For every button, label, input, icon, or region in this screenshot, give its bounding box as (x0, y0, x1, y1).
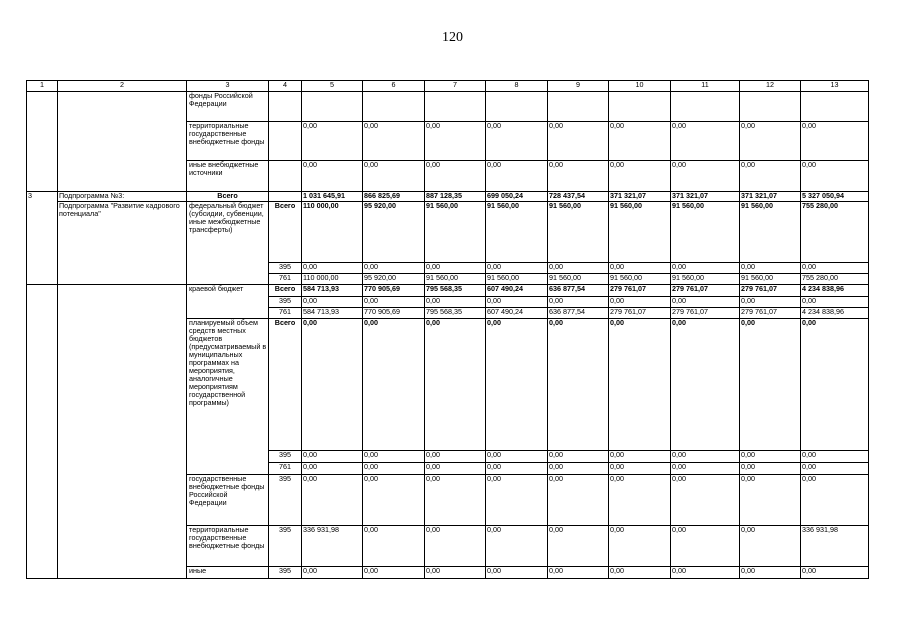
value-cell: 371 321,07 (671, 192, 740, 202)
value-cell: 0,00 (486, 567, 548, 579)
column-header: 5 (302, 81, 363, 92)
value-cell: 279 761,07 (671, 308, 740, 319)
value-cell: 0,00 (801, 263, 869, 274)
value-cell: 336 931,98 (801, 526, 869, 567)
value-cell: 0,00 (363, 463, 425, 475)
page-number: 120 (442, 30, 463, 45)
value-cell: 0,00 (740, 475, 801, 526)
row-number-cell: 3 (27, 192, 58, 285)
value-cell: 0,00 (486, 463, 548, 475)
value-cell: 0,00 (425, 161, 486, 192)
funding-source-cell: федеральный бюджет (субсидии, субвенции, иные межбюджетные трансферты) (187, 202, 269, 285)
value-cell: 336 931,98 (302, 526, 363, 567)
column-header: 8 (486, 81, 548, 92)
value-cell: 0,00 (425, 567, 486, 579)
value-cell: 91 560,00 (486, 202, 548, 263)
value-cell: 0,00 (302, 463, 363, 475)
value-cell: 0,00 (740, 122, 801, 161)
cell-empty (58, 285, 187, 579)
code-cell: 395 (269, 263, 302, 274)
table-row (27, 192, 869, 202)
value-cell: 0,00 (801, 122, 869, 161)
code-cell: 395 (269, 451, 302, 463)
value-cell: 279 761,07 (609, 285, 671, 297)
value-cell: 0,00 (302, 319, 363, 451)
value-cell: 0,00 (548, 263, 609, 274)
value-cell: 0,00 (740, 526, 801, 567)
value-cell: 0,00 (548, 297, 609, 308)
value-cell: 0,00 (801, 451, 869, 463)
value-cell (548, 92, 609, 122)
value-cell (740, 92, 801, 122)
value-cell: 0,00 (548, 567, 609, 579)
value-cell: 1 031 645,91 (302, 192, 363, 202)
value-cell: 0,00 (671, 263, 740, 274)
value-cell: 371 321,07 (740, 192, 801, 202)
value-cell: 0,00 (801, 567, 869, 579)
value-cell: 607 490,24 (486, 285, 548, 297)
value-cell: 371 321,07 (609, 192, 671, 202)
column-header: 12 (740, 81, 801, 92)
value-cell: 91 560,00 (671, 274, 740, 285)
value-cell: 91 560,00 (740, 202, 801, 263)
value-cell: 584 713,93 (302, 308, 363, 319)
value-cell: 755 280,00 (801, 274, 869, 285)
column-header: 3 (187, 81, 269, 92)
value-cell: 0,00 (671, 297, 740, 308)
column-header: 1 (27, 81, 58, 92)
value-cell: 0,00 (363, 297, 425, 308)
value-cell: 0,00 (671, 161, 740, 192)
value-cell: 91 560,00 (548, 202, 609, 263)
value-cell (425, 92, 486, 122)
column-header: 11 (671, 81, 740, 92)
value-cell: 279 761,07 (671, 285, 740, 297)
value-cell: 91 560,00 (671, 202, 740, 263)
value-cell: 0,00 (609, 567, 671, 579)
value-cell: 279 761,07 (740, 308, 801, 319)
value-cell: 110 000,00 (302, 274, 363, 285)
column-header: 9 (548, 81, 609, 92)
value-cell: 0,00 (425, 475, 486, 526)
value-cell: 0,00 (363, 526, 425, 567)
value-cell: 0,00 (609, 475, 671, 526)
value-cell: 0,00 (425, 526, 486, 567)
value-cell: 0,00 (302, 122, 363, 161)
code-cell: Всего (269, 202, 302, 263)
column-header: 6 (363, 81, 425, 92)
table-row (27, 285, 869, 297)
code-cell: 395 (269, 297, 302, 308)
value-cell: 0,00 (740, 567, 801, 579)
value-cell: 279 761,07 (609, 308, 671, 319)
value-cell: 0,00 (609, 161, 671, 192)
table-row (27, 92, 869, 122)
value-cell: 0,00 (609, 122, 671, 161)
value-cell (302, 92, 363, 122)
budget-table (26, 80, 869, 579)
funding-source-cell: фонды Российской Федерации (187, 92, 269, 122)
value-cell: 0,00 (548, 161, 609, 192)
value-cell: 0,00 (302, 263, 363, 274)
value-cell: 110 000,00 (302, 202, 363, 263)
value-cell: 0,00 (302, 567, 363, 579)
value-cell: 0,00 (486, 451, 548, 463)
value-cell: 0,00 (671, 526, 740, 567)
code-cell: 761 (269, 308, 302, 319)
value-cell: 0,00 (671, 122, 740, 161)
value-cell: 0,00 (363, 263, 425, 274)
value-cell: 728 437,54 (548, 192, 609, 202)
value-cell: 795 568,35 (425, 308, 486, 319)
column-header: 2 (58, 81, 187, 92)
code-cell: 761 (269, 463, 302, 475)
value-cell (671, 92, 740, 122)
code-cell (269, 122, 302, 161)
code-cell: 395 (269, 475, 302, 526)
value-cell: 0,00 (363, 567, 425, 579)
value-cell: 699 050,24 (486, 192, 548, 202)
value-cell: 91 560,00 (425, 274, 486, 285)
value-cell: 866 825,69 (363, 192, 425, 202)
value-cell: 0,00 (548, 319, 609, 451)
funding-source-cell: государственные внебюджетные фонды Российской Федерации (187, 475, 269, 526)
value-cell: 770 905,69 (363, 285, 425, 297)
value-cell: 0,00 (486, 297, 548, 308)
value-cell: 770 905,69 (363, 308, 425, 319)
value-cell: 0,00 (609, 319, 671, 451)
value-cell: 607 490,24 (486, 308, 548, 319)
value-cell: 0,00 (486, 475, 548, 526)
value-cell: 0,00 (425, 263, 486, 274)
value-cell: 0,00 (671, 567, 740, 579)
value-cell: 0,00 (671, 319, 740, 451)
code-cell (269, 161, 302, 192)
value-cell: 0,00 (740, 297, 801, 308)
value-cell: 0,00 (486, 319, 548, 451)
funding-source-cell: территориальные государственные внебюджетные фонды (187, 122, 269, 161)
value-cell: 0,00 (740, 161, 801, 192)
value-cell: 91 560,00 (486, 274, 548, 285)
value-cell (363, 92, 425, 122)
value-cell: 0,00 (363, 475, 425, 526)
code-cell: Всего (269, 319, 302, 451)
value-cell: 0,00 (740, 263, 801, 274)
value-cell: 0,00 (740, 463, 801, 475)
value-cell (609, 92, 671, 122)
value-cell: 795 568,35 (425, 285, 486, 297)
value-cell: 0,00 (363, 451, 425, 463)
value-cell: 0,00 (425, 297, 486, 308)
code-cell (269, 192, 302, 202)
value-cell: 0,00 (740, 319, 801, 451)
value-cell: 91 560,00 (609, 274, 671, 285)
value-cell: 0,00 (425, 122, 486, 161)
column-header: 13 (801, 81, 869, 92)
value-cell: 0,00 (486, 526, 548, 567)
value-cell: 0,00 (740, 451, 801, 463)
column-header: 10 (609, 81, 671, 92)
value-cell: 0,00 (671, 475, 740, 526)
funding-source-cell: иные (187, 567, 269, 579)
funding-source-cell: иные внебюджетные источники (187, 161, 269, 192)
code-cell (269, 92, 302, 122)
cell-empty (27, 92, 58, 192)
value-cell: 0,00 (425, 463, 486, 475)
value-cell: 279 761,07 (740, 285, 801, 297)
value-cell: 0,00 (363, 319, 425, 451)
code-cell: 395 (269, 567, 302, 579)
value-cell: 4 234 838,96 (801, 308, 869, 319)
value-cell: 0,00 (801, 297, 869, 308)
value-cell: 755 280,00 (801, 202, 869, 263)
value-cell (801, 92, 869, 122)
value-cell: 0,00 (671, 451, 740, 463)
code-cell: 761 (269, 274, 302, 285)
value-cell: 91 560,00 (609, 202, 671, 263)
header-row (27, 81, 869, 92)
column-header: 7 (425, 81, 486, 92)
value-cell: 95 920,00 (363, 202, 425, 263)
value-cell: 584 713,93 (302, 285, 363, 297)
value-cell: 95 920,00 (363, 274, 425, 285)
value-cell: 0,00 (302, 161, 363, 192)
value-cell: 0,00 (363, 122, 425, 161)
value-cell: 0,00 (609, 526, 671, 567)
funding-source-cell: краевой бюджет (187, 285, 269, 319)
value-cell: 0,00 (548, 451, 609, 463)
value-cell: 4 234 838,96 (801, 285, 869, 297)
value-cell: 0,00 (801, 475, 869, 526)
total-label-cell: Всего (187, 192, 269, 202)
code-cell: Всего (269, 285, 302, 297)
subprogram-label-cell: Подпрограмма №3: (58, 192, 187, 202)
value-cell: 636 877,54 (548, 308, 609, 319)
value-cell: 0,00 (548, 475, 609, 526)
funding-source-cell: территориальные государственные внебюджетные фонды (187, 526, 269, 567)
value-cell: 0,00 (609, 263, 671, 274)
value-cell: 0,00 (486, 263, 548, 274)
value-cell: 0,00 (801, 319, 869, 451)
value-cell: 0,00 (486, 122, 548, 161)
value-cell: 0,00 (425, 451, 486, 463)
funding-source-cell: планируемый объем средств местных бюджетов (предусматриваемый в муниципальных программах на мероприятия, аналогичные мероприятиям государственной программы) (187, 319, 269, 475)
table-row (27, 202, 869, 263)
value-cell: 91 560,00 (548, 274, 609, 285)
value-cell: 0,00 (609, 463, 671, 475)
value-cell: 887 128,35 (425, 192, 486, 202)
value-cell: 0,00 (548, 526, 609, 567)
value-cell: 0,00 (363, 161, 425, 192)
value-cell: 0,00 (302, 475, 363, 526)
value-cell: 636 877,54 (548, 285, 609, 297)
value-cell: 0,00 (486, 161, 548, 192)
cell-empty (27, 285, 58, 579)
value-cell: 5 327 050,94 (801, 192, 869, 202)
cell-empty (58, 92, 187, 192)
value-cell: 0,00 (671, 463, 740, 475)
value-cell: 0,00 (801, 161, 869, 192)
column-header: 4 (269, 81, 302, 92)
subprogram-name-cell: Подпрограмма "Развитие кадрового потенциала" (58, 202, 187, 285)
value-cell: 0,00 (302, 451, 363, 463)
value-cell: 0,00 (302, 297, 363, 308)
value-cell: 0,00 (425, 319, 486, 451)
code-cell: 395 (269, 526, 302, 567)
value-cell: 0,00 (801, 463, 869, 475)
value-cell: 0,00 (609, 451, 671, 463)
value-cell: 0,00 (548, 463, 609, 475)
value-cell: 0,00 (609, 297, 671, 308)
value-cell (486, 92, 548, 122)
value-cell: 91 560,00 (425, 202, 486, 263)
value-cell: 0,00 (548, 122, 609, 161)
value-cell: 91 560,00 (740, 274, 801, 285)
